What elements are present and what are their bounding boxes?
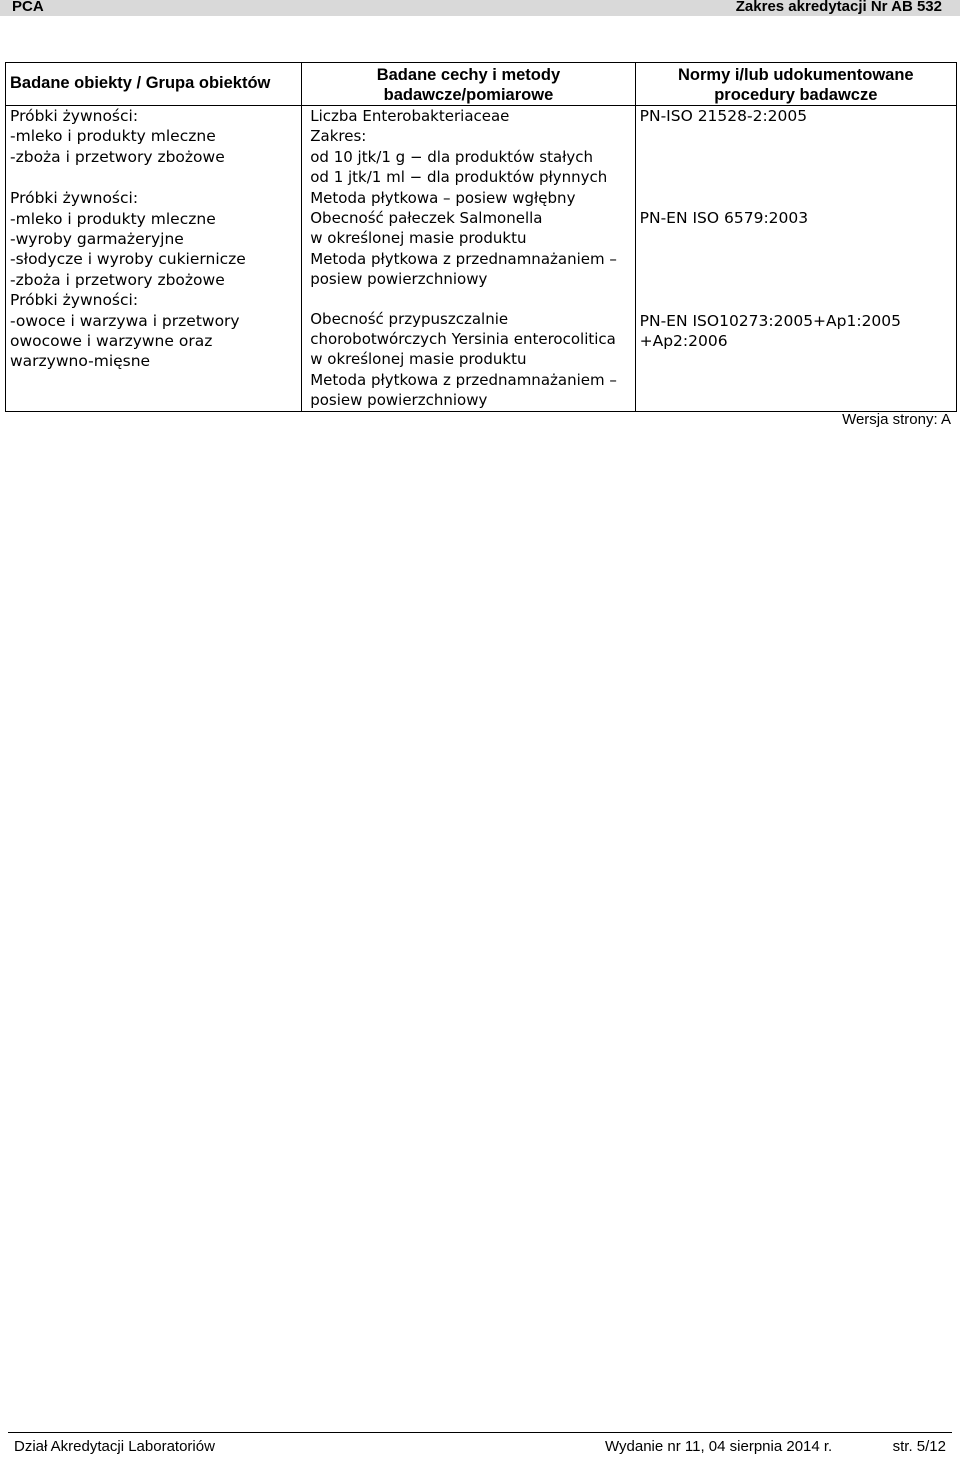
column-header-objects: Badane obiekty / Grupa obiektów — [6, 63, 302, 106]
standard-ref: PN-EN ISO10273:2005+Ap1:2005 — [639, 311, 902, 330]
footer-department: Dział Akredytacji Laboratoriów — [14, 1438, 215, 1455]
page-version: Wersja strony: A — [842, 411, 951, 428]
accreditation-scope-table — [5, 62, 957, 412]
standards-cell — [635, 106, 956, 412]
column-header-methods: Badane cechy i metody badawcze/pomiarowe — [302, 63, 635, 106]
standard-ref-cont: +Ap2:2006 — [639, 332, 728, 351]
methods-cell: Liczba Enterobakteriaceae Zakres: od 10 jtk/1 g − dla produktów stałych od 1 jtk/1 ml − dla produktów płynnych Metoda płytkowa – posiew wgłębny Obecność pałeczek Salmonella w określonej masie produktu Metoda płytkowa z przednamnażaniem – posiew powierzchniowy Obecność przypuszczalnie chorobotwórczych Yersinia enterocolitica w określonej masie produktu Metoda płytkowa z przednamnażaniem – posiew powierzchniowy — [302, 106, 635, 412]
footer-divider — [8, 1432, 952, 1433]
page-footer — [0, 1432, 960, 1459]
header-org: PCA — [12, 0, 44, 15]
footer-page-number: str. 5/12 — [892, 1438, 946, 1455]
page-header — [0, 0, 960, 16]
footer-edition: Wydanie nr 11, 04 sierpnia 2014 r. — [605, 1438, 833, 1455]
header-title: Zakres akredytacji Nr AB 532 — [735, 0, 942, 15]
column-header-standards: Normy i/lub udokumentowane procedury badawcze — [635, 63, 956, 106]
standard-ref: PN-EN ISO 6579:2003 — [639, 209, 809, 228]
standard-ref: PN-ISO 21528-2:2005 — [639, 107, 808, 125]
table-header-row — [6, 63, 957, 106]
objects-cell: Próbki żywności: -mleko i produkty mleczne -zboża i przetwory zbożowe Próbki żywności: -mleko i produkty mleczne -wyroby garmażeryjne -słodycze i wyroby cukiernicze -zboża i przetwory zbożowe Próbki żywności: -owoce i warzywa i przetwory owocowe i warzywne oraz warzywno-mięsne — [6, 106, 302, 412]
